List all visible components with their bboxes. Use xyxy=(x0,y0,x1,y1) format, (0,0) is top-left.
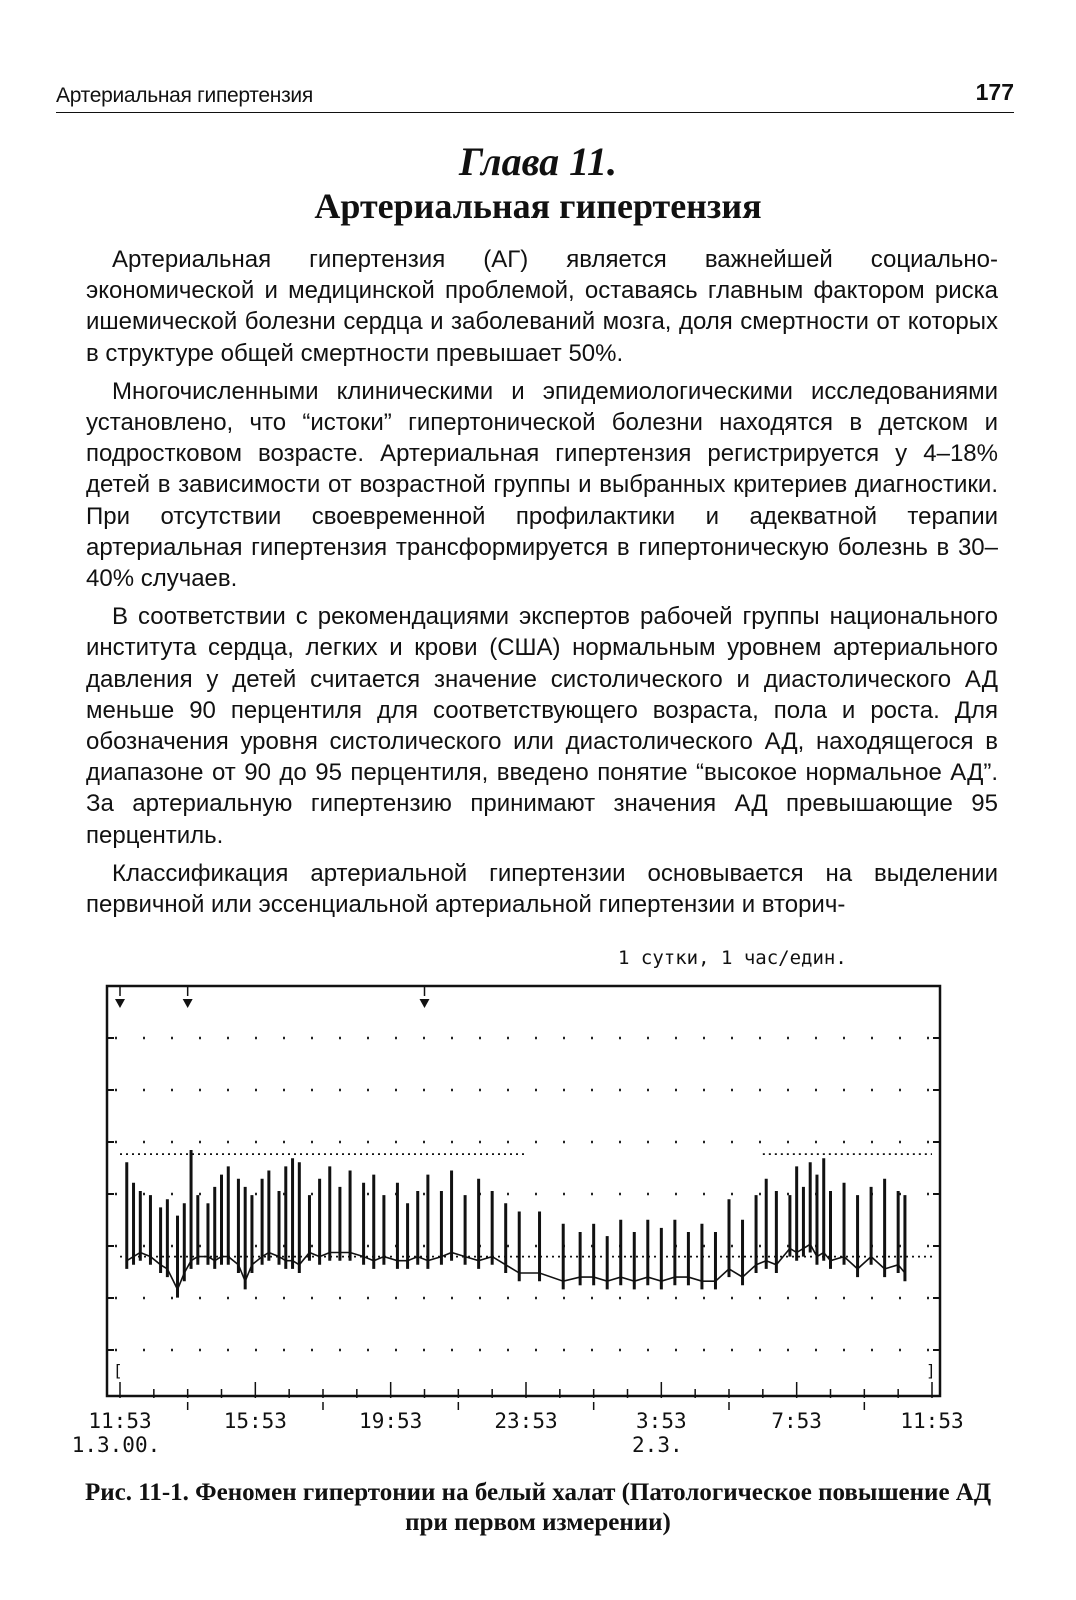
bp-trend-line xyxy=(127,1244,905,1289)
x-date-label: 1.3.00. xyxy=(71,1433,161,1457)
event-marker xyxy=(183,999,193,1008)
body-text xyxy=(86,244,998,927)
x-tick-label: 23:53 xyxy=(494,1409,558,1433)
paragraph-4: Классификация артериальной гипертензии основывается на выделении первичной или эссенциальной артериальной гипертензии и вторич- xyxy=(86,859,998,919)
paragraph-1: Артериальная гипертензия (АГ) является важнейшей социально-экономической и медицинской проблемой, оставаясь главным фактором риска ишемической болезни сердца и заболеваний мозга, доля смертности от которых в структуре общей смертности превышает 50%. xyxy=(86,246,998,367)
page-number: 177 xyxy=(975,79,1014,105)
start-marker xyxy=(115,999,125,1008)
running-title: Артериальная гипертензия xyxy=(56,84,313,107)
running-header xyxy=(56,78,1014,113)
x-tick-label: 19:53 xyxy=(359,1409,423,1433)
x-tick-label: 11:53 xyxy=(88,1409,152,1433)
chart-frame xyxy=(107,986,940,1396)
x-tick-label: 15:53 xyxy=(223,1409,287,1433)
x-date-label: 2.3. xyxy=(632,1433,683,1457)
x-tick-label: 3:53 xyxy=(636,1409,687,1433)
bp-monitoring-figure xyxy=(60,936,1020,1476)
x-tick-label: 7:53 xyxy=(771,1409,822,1433)
figure-caption: Рис. 11-1. Феномен гипертонии на белый халат (Патологическое повышение АД при первом измерении) xyxy=(84,1479,992,1536)
left-bracket: [ xyxy=(113,1361,123,1380)
paragraph-3: В соответствии с рекомендациями экспертов рабочей группы национального института сердца, легких и крови (США) нормальным уровнем артериального давления у детей считается значение систолического и диастолического АД меньше 90 перцентиля для соответствующего возраста, пола и роста. Для обозначения уровня систолического или диастолического АД, находящегося в диапазоне от 90 до 95 перцентиля, введено понятие “высокое нормальное АД”. За артериальную гипертензию принимают значения АД превышающие 95 перцентиль. xyxy=(86,603,998,849)
event-marker xyxy=(420,999,430,1008)
chapter-label: Глава 11. xyxy=(459,139,617,184)
bp-chart xyxy=(60,936,1020,1476)
chart-scale-label: 1 сутки, 1 час/един. xyxy=(618,947,847,969)
right-bracket: ] xyxy=(926,1361,936,1380)
chapter-title: Артериальная гипертензия xyxy=(314,186,762,226)
x-tick-label: 11:53 xyxy=(900,1409,964,1433)
paragraph-2: Многочисленными клиническими и эпидемиологическими исследованиями установлено, что “истоки” гипертонической болезни находятся в детском и подростковом возрасте. Артериальная гипертензия регистрируется у 4–18% детей в зависимости от возрастной группы и выбранных критериев диагностики. При отсутствии своевременной профилактики и адекватной терапии артериальная гипертензия трансформируется в гипертоническую болезнь в 30–40% случаев. xyxy=(86,377,998,593)
